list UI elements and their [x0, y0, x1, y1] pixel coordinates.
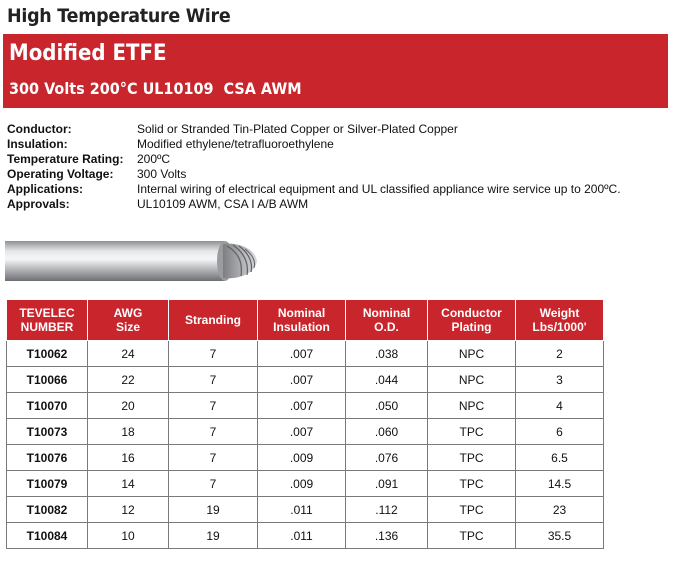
cell-nominal-insulation: .009: [258, 445, 346, 471]
table-row: [7, 445, 604, 471]
cell-awg-size: 14: [88, 471, 169, 497]
spec-value: Modified ethylene/tetrafluoroethylene: [137, 137, 334, 151]
cell-nominal-od: .044: [346, 367, 428, 393]
cell-awg-size: 10: [88, 523, 169, 549]
cell-weight: 23: [516, 497, 604, 523]
column-header-nominal-insulation: Nominal Insulation: [258, 300, 346, 341]
cell-nominal-od: .060: [346, 419, 428, 445]
cell-weight: 2: [516, 341, 604, 367]
cell-stranding: 7: [169, 393, 258, 419]
spec-label: Operating Voltage:: [7, 167, 114, 181]
cell-conductor-plating: NPC: [428, 393, 516, 419]
cell-conductor-plating: TPC: [428, 419, 516, 445]
cell-conductor-plating: NPC: [428, 367, 516, 393]
table-header-row: [7, 300, 604, 341]
cell-nominal-insulation: .011: [258, 523, 346, 549]
cell-conductor-plating: NPC: [428, 341, 516, 367]
cell-nominal-od: .050: [346, 393, 428, 419]
spec-value: UL10109 AWM, CSA I A/B AWM: [137, 197, 309, 211]
cell-conductor-plating: TPC: [428, 523, 516, 549]
cell-tevelec-number: T10070: [7, 393, 88, 419]
cell-nominal-od: .112: [346, 497, 428, 523]
column-header-conductor-plating: Conductor Plating: [428, 300, 516, 341]
spec-label: Applications:: [7, 182, 84, 196]
cell-tevelec-number: T10082: [7, 497, 88, 523]
column-header-tevelec-number: TEVELEC NUMBER: [7, 300, 88, 341]
cell-awg-size: 16: [88, 445, 169, 471]
cell-stranding: 7: [169, 367, 258, 393]
cell-stranding: 19: [169, 497, 258, 523]
banner-title: Modified ETFE: [9, 41, 167, 66]
table-row: [7, 523, 604, 549]
cell-nominal-insulation: .007: [258, 341, 346, 367]
table-row: [7, 393, 604, 419]
table-row: [7, 419, 604, 445]
column-header-stranding: Stranding: [169, 300, 258, 341]
page-title: High Temperature Wire: [7, 5, 231, 27]
cell-stranding: 7: [169, 445, 258, 471]
cell-nominal-od: .038: [346, 341, 428, 367]
cell-weight: 35.5: [516, 523, 604, 549]
table-row: [7, 367, 604, 393]
cell-conductor-plating: TPC: [428, 497, 516, 523]
column-header-nominal-od: Nominal O.D.: [346, 300, 428, 341]
wire-illustration: [5, 238, 261, 284]
cell-stranding: 7: [169, 419, 258, 445]
cell-nominal-od: .076: [346, 445, 428, 471]
cell-awg-size: 20: [88, 393, 169, 419]
cell-tevelec-number: T10076: [7, 445, 88, 471]
cell-awg-size: 22: [88, 367, 169, 393]
cell-stranding: 7: [169, 341, 258, 367]
spec-value: Solid or Stranded Tin-Plated Copper or Silver-Plated Copper: [137, 122, 458, 136]
spec-label: Insulation:: [7, 137, 68, 151]
cell-tevelec-number: T10073: [7, 419, 88, 445]
spec-value: 300 Volts: [137, 167, 187, 181]
spec-value: 200ºC: [137, 152, 171, 166]
banner-subtitle: 300 Volts 200°C UL10109 CSA AWM: [9, 79, 302, 98]
spec-label: Approvals:: [7, 197, 70, 211]
product-banner: [3, 34, 668, 108]
cell-weight: 3: [516, 367, 604, 393]
spec-label: Temperature Rating:: [7, 152, 124, 166]
cell-weight: 6: [516, 419, 604, 445]
table-row: [7, 341, 604, 367]
column-header-awg-size: AWG Size: [88, 300, 169, 341]
cell-tevelec-number: T10079: [7, 471, 88, 497]
cell-conductor-plating: TPC: [428, 471, 516, 497]
cell-nominal-insulation: .009: [258, 471, 346, 497]
cell-nominal-insulation: .007: [258, 367, 346, 393]
cell-nominal-insulation: .007: [258, 419, 346, 445]
cell-awg-size: 18: [88, 419, 169, 445]
cell-stranding: 19: [169, 523, 258, 549]
cell-awg-size: 24: [88, 341, 169, 367]
table-row: [7, 471, 604, 497]
cell-weight: 4: [516, 393, 604, 419]
spec-value: Internal wiring of electrical equipment and UL classified appliance wire service up to 200ºC.: [137, 182, 621, 196]
cell-nominal-insulation: .011: [258, 497, 346, 523]
cell-tevelec-number: T10084: [7, 523, 88, 549]
spec-label: Conductor:: [7, 122, 72, 136]
cell-tevelec-number: T10066: [7, 367, 88, 393]
cell-nominal-od: .091: [346, 471, 428, 497]
cell-stranding: 7: [169, 471, 258, 497]
column-header-weight: Weight Lbs/1000': [516, 300, 604, 341]
cell-weight: 14.5: [516, 471, 604, 497]
cell-nominal-od: .136: [346, 523, 428, 549]
cell-weight: 6.5: [516, 445, 604, 471]
cell-nominal-insulation: .007: [258, 393, 346, 419]
wire-spec-table: [6, 299, 604, 549]
cell-conductor-plating: TPC: [428, 445, 516, 471]
table-row: [7, 497, 604, 523]
cell-tevelec-number: T10062: [7, 341, 88, 367]
cell-awg-size: 12: [88, 497, 169, 523]
